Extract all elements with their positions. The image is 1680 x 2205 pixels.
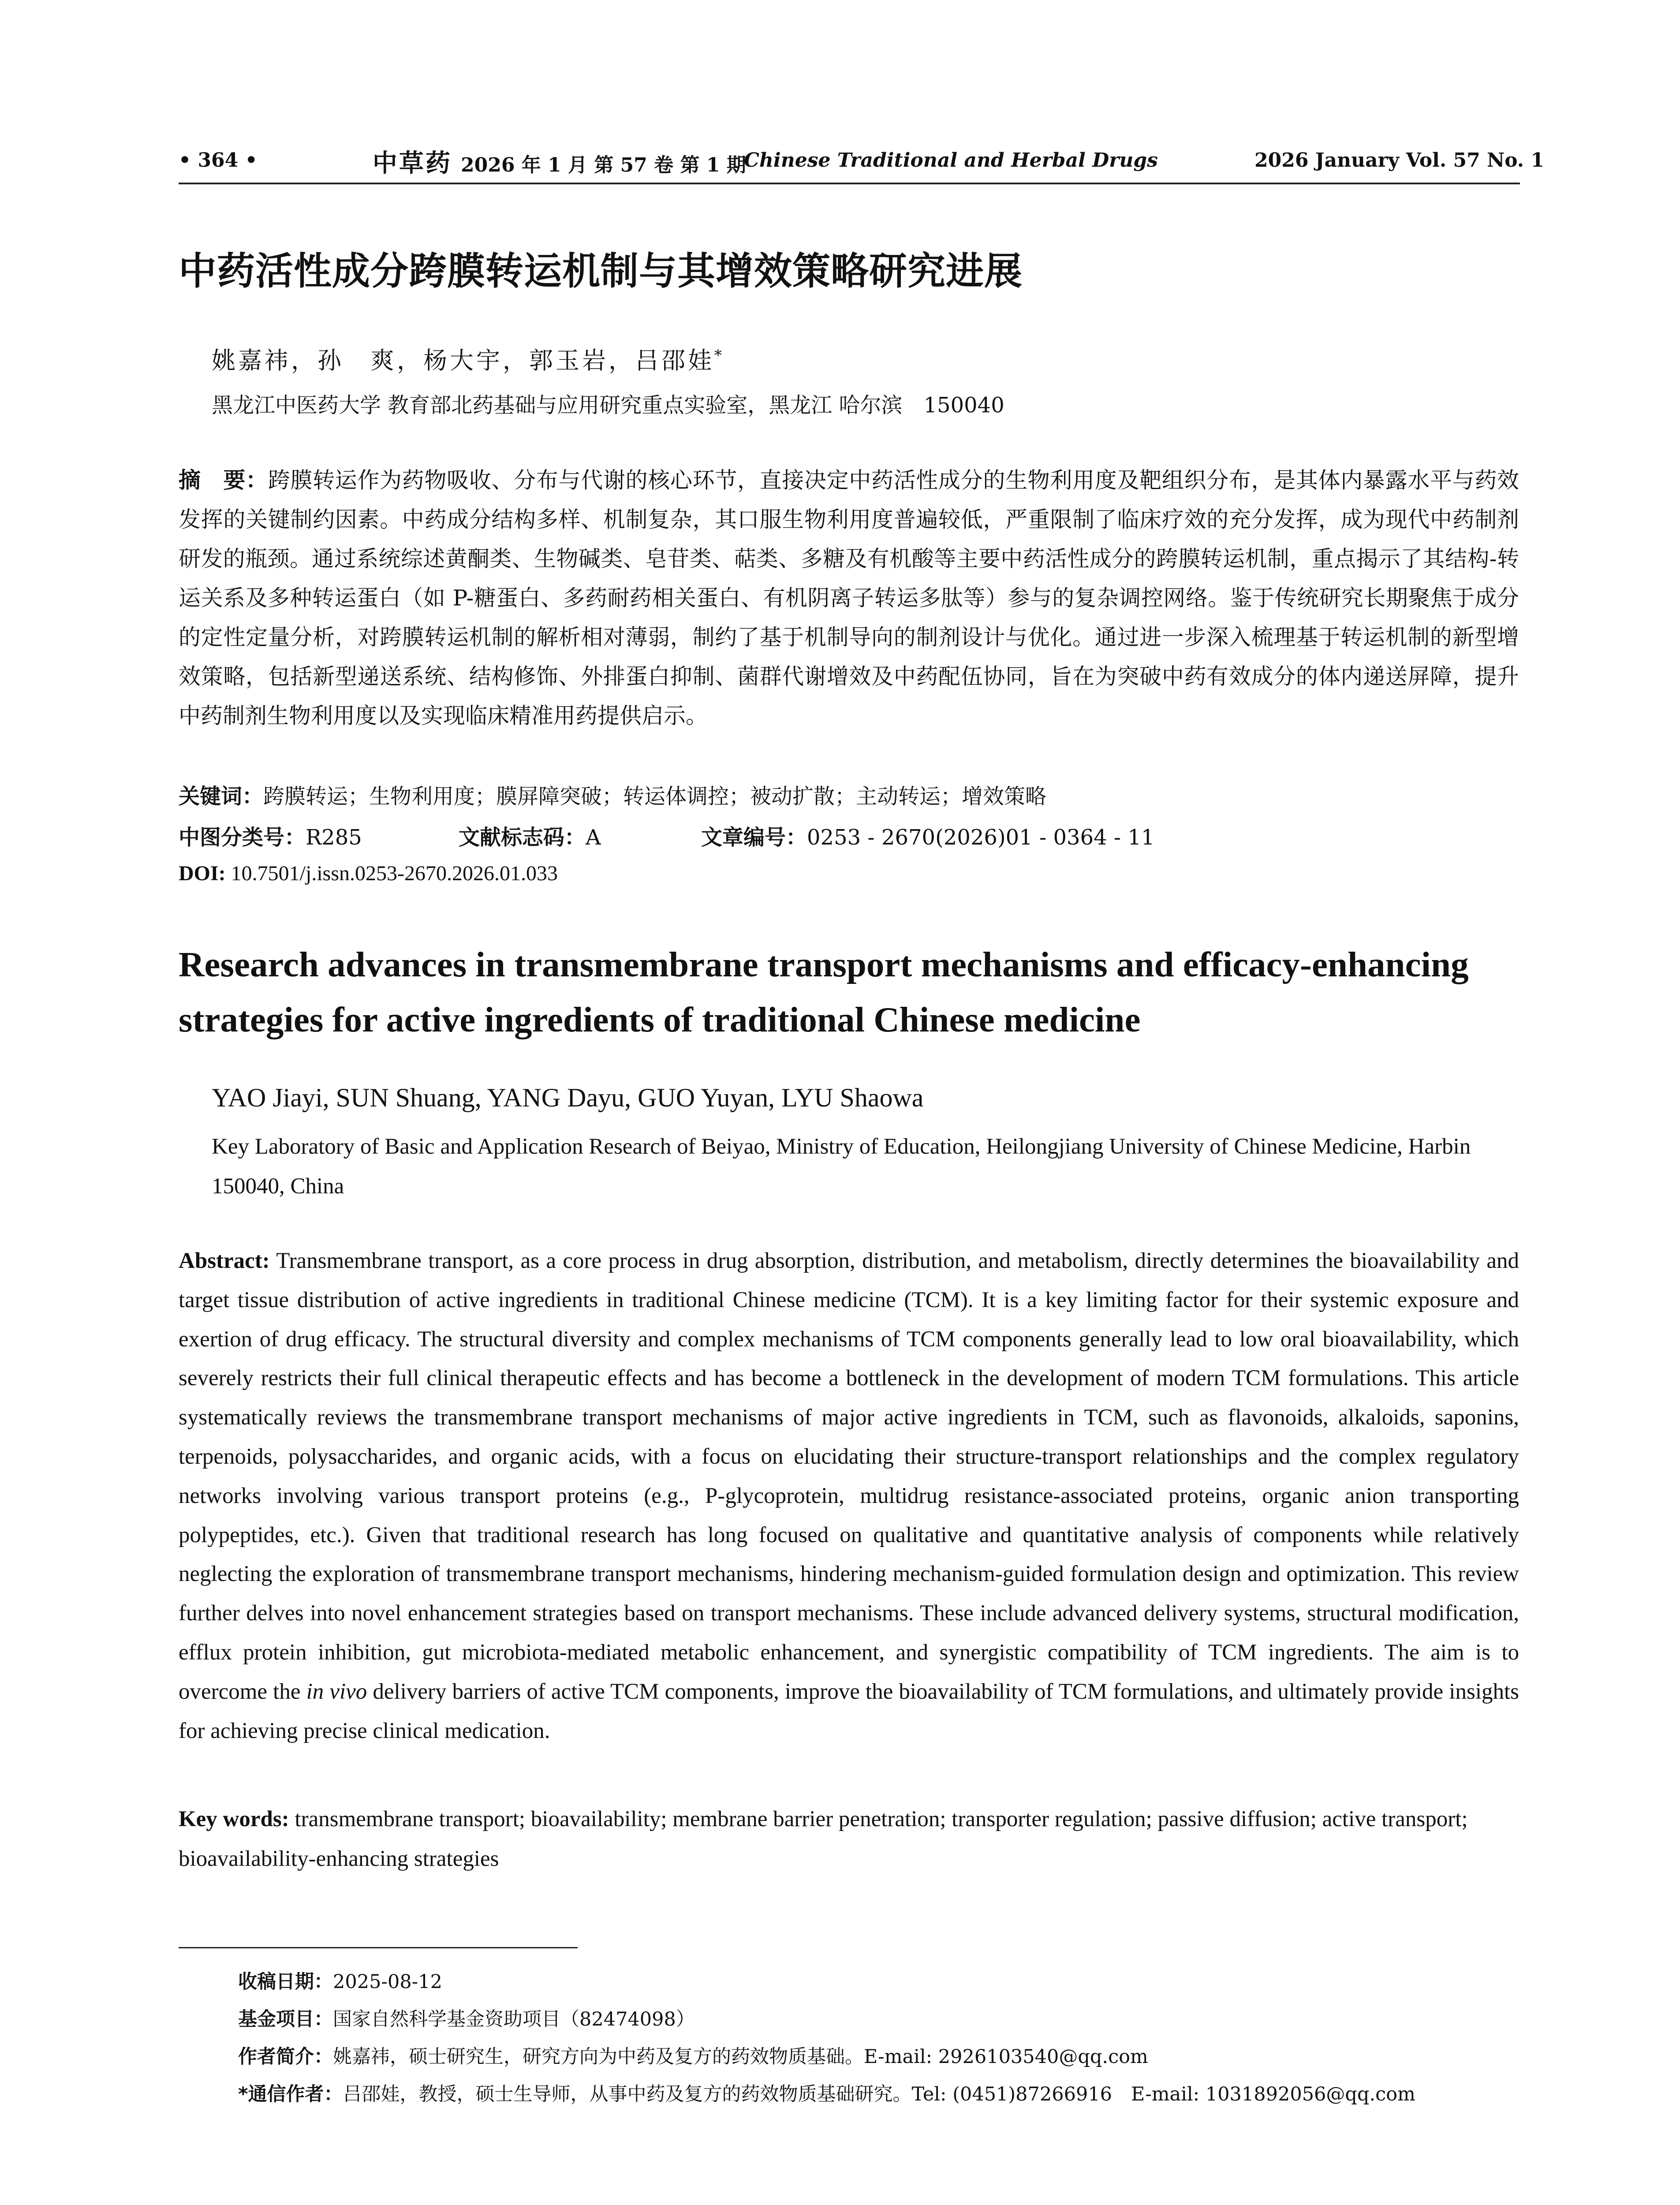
- chinese-affiliation: 黑龙江中医药大学 教育部北药基础与应用研究重点实验室，黑龙江 哈尔滨 150040: [212, 393, 1004, 418]
- footnote-received: [238, 1967, 442, 1994]
- article-no-value: 0253 - 2670(2026)01 - 0364 - 11: [807, 825, 1155, 850]
- footnote-divider: [179, 1947, 578, 1948]
- issue-info-en: 2026 January Vol. 57 No. 1: [1254, 149, 1545, 172]
- article-no-label: 文章编号：: [701, 825, 807, 850]
- clc-value: R285: [306, 825, 362, 850]
- received-value: 2025-08-12: [333, 1971, 442, 1993]
- abstract-italic-en: in vivo: [306, 1679, 367, 1704]
- classification-line: [179, 820, 362, 851]
- abstract-label-cn: 摘 要：: [179, 467, 268, 493]
- received-label: 收稿日期：: [238, 1971, 333, 1993]
- doi-label: DOI:: [179, 862, 226, 885]
- keywords-label-en: Key words:: [179, 1807, 289, 1831]
- author-label: 作者简介：: [238, 2046, 333, 2068]
- abstract-text-en-2: delivery barriers of active TCM components, improve the bioavailability of TCM formulations, and ultimately provide insights for achieving precise clinical medication.: [179, 1679, 1519, 1743]
- chinese-title: 中药活性成分跨膜转运机制与其增效策略研究进展: [179, 249, 1023, 293]
- fund-label: 基金项目：: [238, 2008, 333, 2030]
- english-abstract: [179, 1241, 1519, 1750]
- corr-label: *通信作者：: [238, 2083, 343, 2105]
- keywords-text-en: transmembrane transport; bioavailability; membrane barrier penetration; transporter regulation; passive diffusion; active transport; bioavailability-enhancing strategies: [179, 1807, 1468, 1871]
- doi-value[interactable]: 10.7501/j.issn.0253-2670.2026.01.033: [231, 862, 558, 885]
- english-title: Research advances in transmembrane transport mechanisms and efficacy-enhancing strategies for active ingredients of traditional Chinese medicine: [179, 945, 1469, 1039]
- corr-value: 吕邵娃，教授，硕士生导师，从事中药及复方的药效物质基础研究。Tel: (0451)87266916 E-mail: 1031892056@qq.com: [343, 2083, 1415, 2105]
- chinese-abstract: [179, 461, 1519, 736]
- chinese-authors: [212, 342, 722, 376]
- keywords-label-cn: 关键词：: [179, 784, 264, 809]
- abstract-label-en: Abstract:: [179, 1248, 270, 1273]
- abstract-text-en-1: Transmembrane transport, as a core process in drug absorption, distribution, and metabolism, directly determines the bioavailability and target tissue distribution of active ingredients in traditional Chinese medicine (TCM). It is a key limiting factor for their systemic exposure and exertion of drug efficacy. The structural diversity and complex mechanisms of TCM components generally lead to low oral bioavailability, which severely restricts their full clinical therapeutic effects and has become a bottleneck in the development of modern TCM formulations. This article systematically reviews the transmembrane transport mechanisms of major active ingredients in TCM, such as flavonoids, alkaloids, saponins, terpenoids, polysaccharides, and organic acids, with a focus on elucidating their structure-transport relationships and the complex regulatory networks involving various transport proteins (e.g., P-glycoprotein, multidrug resistance-associated proteins, organic anion transporting polypeptides, etc.). Given that traditional research has long focused on qualitative and quantitative analysis of components while relatively neglecting the exploration of transmembrane transport mechanisms, hindering mechanism-guided formulation design and optimization. This review further delves into novel enhancement strategies based on transport mechanisms. These include advanced delivery systems, structural modification, efflux protein inhibition, gut microbiota-mediated metabolic enhancement, and synergistic compatibility of TCM ingredients. The aim is to overcome the: [179, 1248, 1519, 1704]
- fund-value: 国家自然科学基金资助项目（82474098）: [333, 2008, 695, 2030]
- footnote-corresponding: [238, 2079, 1415, 2106]
- article-number: [701, 820, 1154, 851]
- english-keywords: [179, 1799, 1519, 1879]
- issue-info-cn: 2026 年 1 月 第 57 卷 第 1 期: [461, 154, 746, 176]
- journal-name-en: Chinese Traditional and Herbal Drugs: [744, 149, 1158, 172]
- document-code: [459, 820, 601, 851]
- doc-code-value: A: [586, 825, 601, 850]
- clc-label: 中图分类号：: [179, 825, 306, 850]
- english-authors: YAO Jiayi, SUN Shuang, YANG Dayu, GUO Yuyan, LYU Shaowa: [212, 1083, 924, 1112]
- author-value: 姚嘉祎，硕士研究生，研究方向为中药及复方的药效物质基础。E-mail: 2926103540@qq.com: [333, 2046, 1148, 2068]
- running-header: [179, 140, 1545, 184]
- footnote-fund: [238, 2004, 695, 2031]
- keywords-text-cn: 跨膜转运；生物利用度；膜屏障突破；转运体调控；被动扩散；主动转运；增效策略: [263, 784, 1047, 809]
- corresponding-mark: *: [714, 347, 722, 364]
- abstract-text-cn: 跨膜转运作为药物吸收、分布与代谢的核心环节，直接决定中药活性成分的生物利用度及靶组织分布，是其体内暴露水平与药效发挥的关键制约因素。中药成分结构多样、机制复杂，其口服生物利用度普遍较低，严重限制了临床疗效的充分发挥，成为现代中药制剂研发的瓶颈。通过系统综述黄酮类、生物碱类、皂苷类、萜类、多糖及有机酸等主要中药活性成分的跨膜转运机制，重点揭示了其结构-转运关系及多种转运蛋白（如 P-糖蛋白、多药耐药相关蛋白、有机阴离子转运多肽等）参与的复杂调控网络。鉴于传统研究长期聚焦于成分的定性定量分析，对跨膜转运机制的解析相对薄弱，制约了基于机制导向的制剂设计与优化。通过进一步深入梳理基于转运机制的新型增效策略，包括新型递送系统、结构修饰、外排蛋白抑制、菌群代谢增效及中药配伍协同，旨在为突破中药有效成分的体内递送屏障，提升中药制剂生物利用度以及实现临床精准用药提供启示。: [179, 467, 1519, 729]
- journal-name-cn: 中草药: [373, 149, 452, 178]
- english-affiliation: Key Laboratory of Basic and Application Research of Beiyao, Ministry of Education, Heilongjiang University of Chinese Medicine, Harbin 150040, China: [212, 1134, 1471, 1199]
- page-number: • 364 •: [179, 149, 258, 172]
- chinese-author-list: 姚嘉祎，孙 爽，杨大宇，郭玉岩，吕邵娃: [212, 347, 714, 374]
- chinese-keywords: [179, 779, 1046, 810]
- doi-line: [179, 861, 558, 886]
- doc-code-label: 文献标志码：: [459, 825, 586, 850]
- footnote-author: [238, 2042, 1148, 2069]
